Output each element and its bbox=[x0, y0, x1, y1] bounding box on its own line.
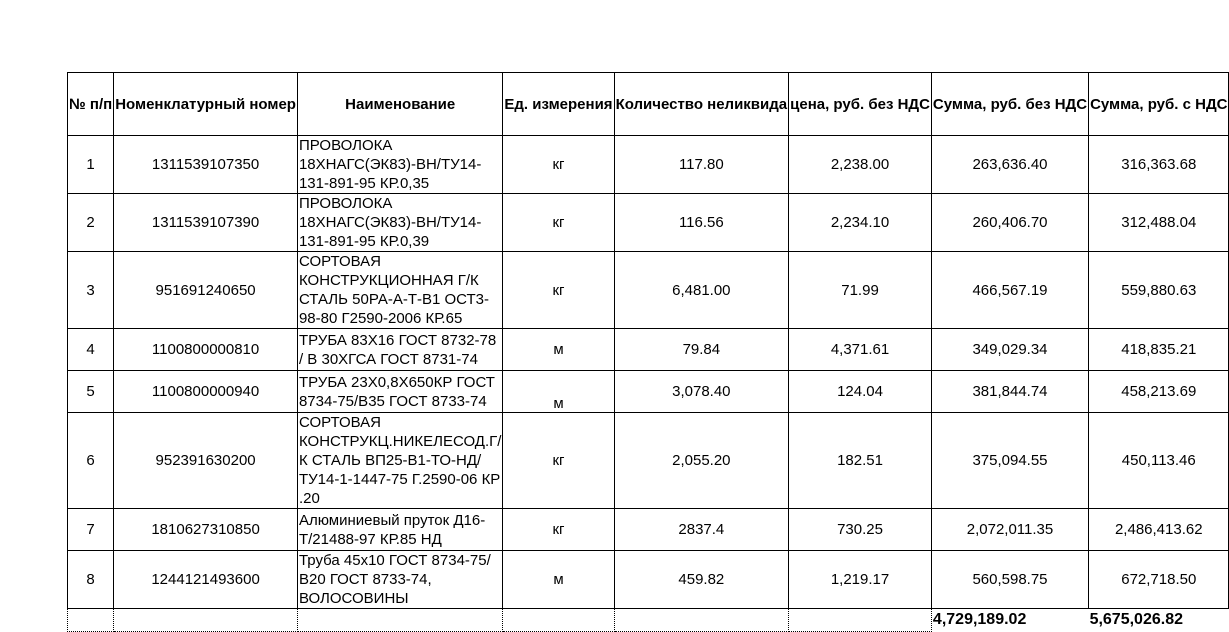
cell-num: 2 bbox=[68, 194, 114, 252]
table-row bbox=[68, 509, 1229, 551]
cell-sum: 381,844.74 bbox=[931, 371, 1088, 413]
cell-code: 951691240650 bbox=[114, 252, 298, 329]
table-row bbox=[68, 194, 1229, 252]
header-sum-vat: Сумма, руб. с НДС bbox=[1089, 73, 1229, 136]
header-unit: Ед. измерения bbox=[503, 73, 614, 136]
empty-cell bbox=[503, 609, 614, 632]
cell-sum-vat: 312,488.04 bbox=[1089, 194, 1229, 252]
cell-name: Труба 45х10 ГОСТ 8734-75/ В20 ГОСТ 8733-74, ВОЛОСОВИНЫ bbox=[297, 551, 502, 609]
total-sum-cell bbox=[931, 609, 1088, 632]
cell-sum-vat: 418,835.21 bbox=[1089, 329, 1229, 371]
cell-price: 71.99 bbox=[789, 252, 932, 329]
cell-qty: 117.80 bbox=[614, 136, 789, 194]
cell-unit: м bbox=[503, 371, 614, 413]
cell-code: 1311539107390 bbox=[114, 194, 298, 252]
total-sum: 4,729,189.02 bbox=[932, 611, 1027, 628]
cell-num: 3 bbox=[68, 252, 114, 329]
cell-price: 2,234.10 bbox=[789, 194, 932, 252]
cell-num: 7 bbox=[68, 509, 114, 551]
cell-unit: кг bbox=[503, 509, 614, 551]
table-row bbox=[68, 329, 1229, 371]
cell-sum: 2,072,011.35 bbox=[931, 509, 1088, 551]
header-code: Номенклатурный номер bbox=[114, 73, 298, 136]
cell-unit: м bbox=[503, 329, 614, 371]
cell-sum-vat: 2,486,413.62 bbox=[1089, 509, 1229, 551]
header-price: цена, руб. без НДС bbox=[789, 73, 932, 136]
total-sum-vat-cell bbox=[1089, 609, 1229, 632]
header-num: № п/п bbox=[68, 73, 114, 136]
cell-price: 124.04 bbox=[789, 371, 932, 413]
cell-unit: кг bbox=[503, 413, 614, 509]
cell-code: 1100800000940 bbox=[114, 371, 298, 413]
header-name: Наименование bbox=[297, 73, 502, 136]
total-sum-vat: 5,675,026.82 bbox=[1089, 611, 1183, 628]
goods-table bbox=[67, 72, 1229, 632]
cell-name: ТРУБА 23Х0,8Х650КР ГОСТ 8734-75/В35 ГОСТ 8733-74 bbox=[297, 371, 502, 413]
cell-unit: кг bbox=[503, 194, 614, 252]
cell-qty: 79.84 bbox=[614, 329, 789, 371]
cell-name: ПРОВОЛОКА 18ХНАГС(ЭК83)-ВН/ТУ14-131-891-95 КР.0,35 bbox=[297, 136, 502, 194]
empty-cell bbox=[789, 609, 932, 632]
header-qty: Количество неликвида bbox=[614, 73, 789, 136]
table-row bbox=[68, 413, 1229, 509]
cell-unit: кг bbox=[503, 252, 614, 329]
total-row bbox=[68, 609, 1229, 632]
cell-sum: 560,598.75 bbox=[931, 551, 1088, 609]
cell-qty: 3,078.40 bbox=[614, 371, 789, 413]
table-row bbox=[68, 371, 1229, 413]
cell-name: ТРУБА 83Х16 ГОСТ 8732-78 / В 30ХГСА ГОСТ 8731-74 bbox=[297, 329, 502, 371]
cell-price: 2,238.00 bbox=[789, 136, 932, 194]
empty-cell bbox=[68, 609, 114, 632]
cell-num: 1 bbox=[68, 136, 114, 194]
cell-qty: 6,481.00 bbox=[614, 252, 789, 329]
cell-price: 730.25 bbox=[789, 509, 932, 551]
cell-unit: м bbox=[503, 551, 614, 609]
cell-price: 182.51 bbox=[789, 413, 932, 509]
cell-num: 4 bbox=[68, 329, 114, 371]
empty-cell bbox=[114, 609, 298, 632]
cell-sum: 263,636.40 bbox=[931, 136, 1088, 194]
cell-unit: кг bbox=[503, 136, 614, 194]
cell-price: 1,219.17 bbox=[789, 551, 932, 609]
cell-sum-vat: 559,880.63 bbox=[1089, 252, 1229, 329]
cell-qty: 459.82 bbox=[614, 551, 789, 609]
cell-name: СОРТОВАЯ КОНСТРУКЦИОННАЯ Г/К СТАЛЬ 50РА-А-Т-В1 ОСТ3-98-80 Г2590-2006 КР.65 bbox=[297, 252, 502, 329]
cell-code: 1311539107350 bbox=[114, 136, 298, 194]
table-row bbox=[68, 136, 1229, 194]
cell-sum-vat: 672,718.50 bbox=[1089, 551, 1229, 609]
cell-code: 1100800000810 bbox=[114, 329, 298, 371]
cell-num: 8 bbox=[68, 551, 114, 609]
empty-cell bbox=[297, 609, 502, 632]
cell-sum-vat: 316,363.68 bbox=[1089, 136, 1229, 194]
table-row bbox=[68, 551, 1229, 609]
cell-price: 4,371.61 bbox=[789, 329, 932, 371]
cell-sum: 260,406.70 bbox=[931, 194, 1088, 252]
cell-qty: 2,055.20 bbox=[614, 413, 789, 509]
cell-code: 1244121493600 bbox=[114, 551, 298, 609]
header-sum: Сумма, руб. без НДС bbox=[931, 73, 1088, 136]
cell-name: ПРОВОЛОКА 18ХНАГС(ЭК83)-ВН/ТУ14-131-891-95 КР.0,39 bbox=[297, 194, 502, 252]
cell-sum-vat: 458,213.69 bbox=[1089, 371, 1229, 413]
table-row bbox=[68, 252, 1229, 329]
cell-sum: 349,029.34 bbox=[931, 329, 1088, 371]
cell-qty: 2837.4 bbox=[614, 509, 789, 551]
cell-name: Алюминиевый пруток Д16-Т/21488-97 КР.85 НД bbox=[297, 509, 502, 551]
cell-qty: 116.56 bbox=[614, 194, 789, 252]
header-row bbox=[68, 73, 1229, 136]
cell-sum-vat: 450,113.46 bbox=[1089, 413, 1229, 509]
cell-sum: 375,094.55 bbox=[931, 413, 1088, 509]
empty-cell bbox=[614, 609, 789, 632]
cell-num: 5 bbox=[68, 371, 114, 413]
cell-code: 1810627310850 bbox=[114, 509, 298, 551]
cell-code: 952391630200 bbox=[114, 413, 298, 509]
cell-num: 6 bbox=[68, 413, 114, 509]
cell-name: СОРТОВАЯ КОНСТРУКЦ.НИКЕЛЕСОД.Г/К СТАЛЬ ВП25-В1-ТО-НД/ТУ14-1-1447-75 Г.2590-06 КР .20 bbox=[298, 414, 502, 507]
cell-sum: 466,567.19 bbox=[931, 252, 1088, 329]
